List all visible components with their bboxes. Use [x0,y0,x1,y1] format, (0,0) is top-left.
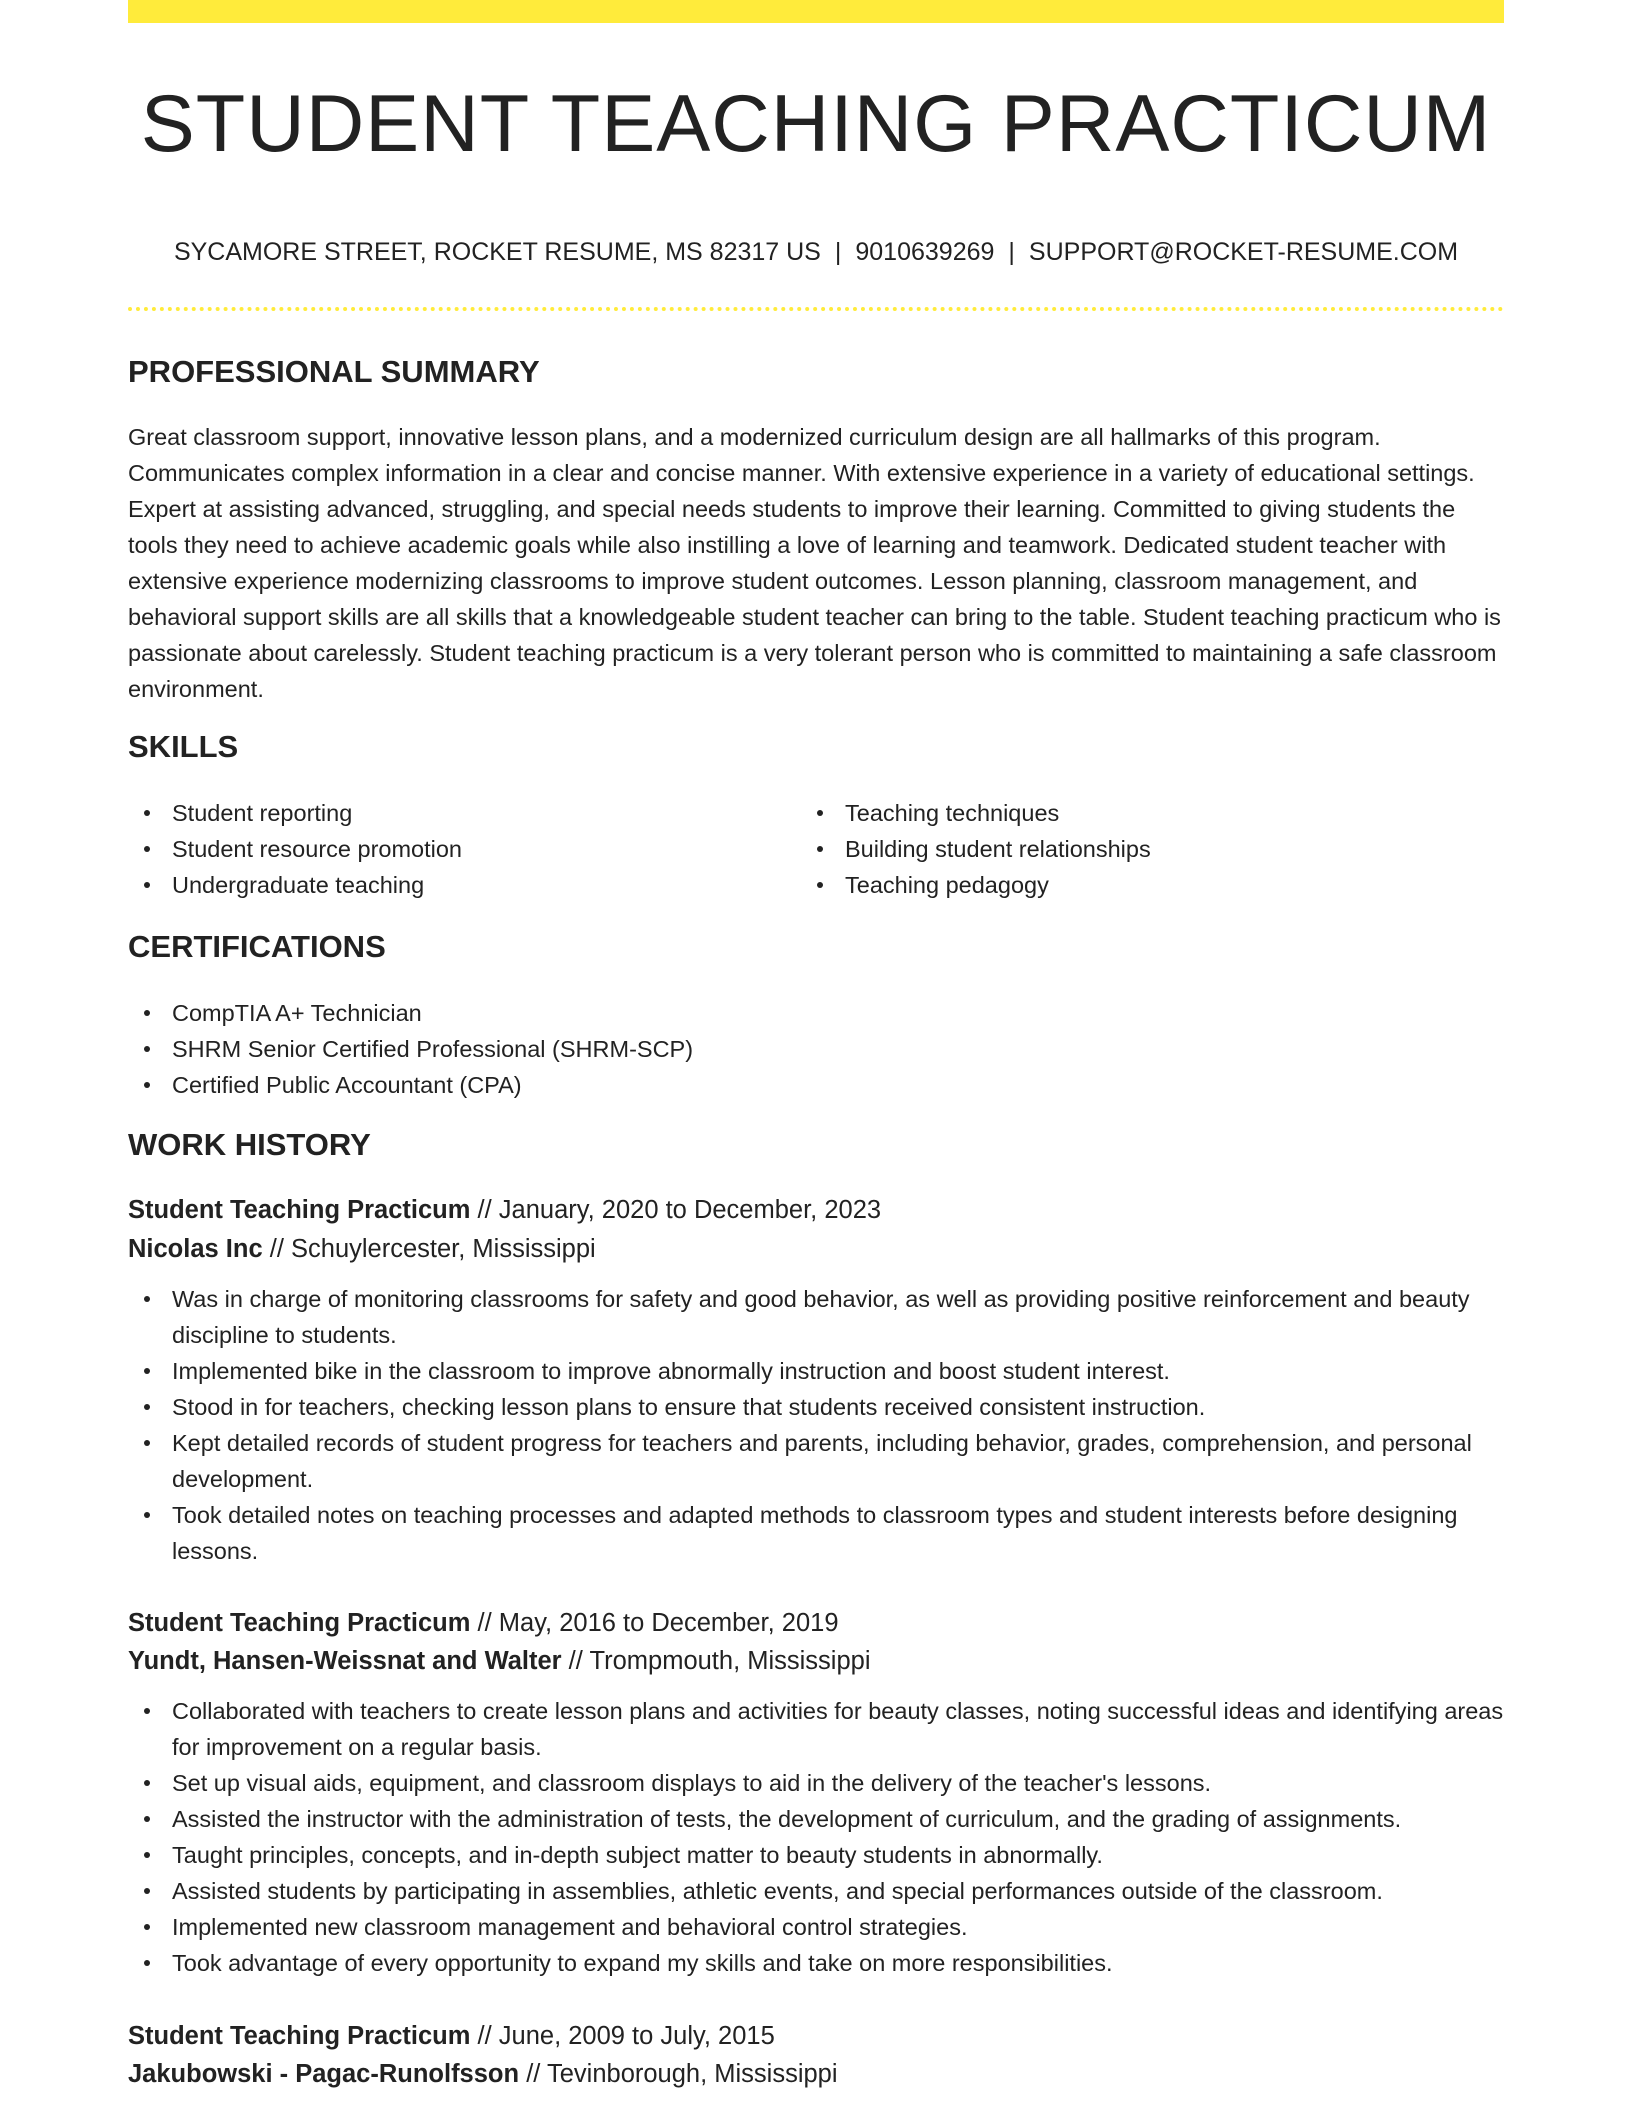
resume-name: STUDENT TEACHING PRACTICUM [140,79,1492,169]
job-dates: June, 2009 to July, 2015 [498,2022,775,2050]
job-bullet: Took detailed notes on teaching processes and adapted methods to classroom types and student interests before designing lessons. [128,1497,1504,1569]
job-location: Trompmouth, Mississippi [589,1647,871,1675]
skills-heading: SKILLS [128,729,239,764]
job-company: Jakubowski - Pagac-Runolfsson [128,2060,520,2088]
summary-text: Great classroom support, innovative lesson plans, and a modernized curriculum design are all hallmarks of this program. Communicates complex information in a clear and concise manner. With extensive experience in a variety of educational settings. Expert at assisting advanced, struggling, and special needs students to improve their learning. Committed to giving students the tools they need to achieve academic goals while also instilling a love of learning and teamwork. Dedicated student teacher with extensive experience modernizing classrooms to improve student outcomes. Lesson planning, classroom management, and behavioral support skills are all skills that a knowledgeable student teacher can bring to the table. Student teaching practicum who is passionate about carelessly. Student teaching practicum is a very tolerant person who is committed to maintaining a safe classroom environment. [128,424,1501,702]
job-bullet: Set up visual aids, equipment, and classroom displays to aid in the delivery of the teacher's lessons. [128,1765,1504,1801]
skill-item: Student reporting [128,795,788,831]
job-bullet: Implemented new classroom management and behavioral control strategies. [128,1909,1504,1945]
job-company: Yundt, Hansen-Weissnat and Walter [128,1647,562,1675]
job-dates: May, 2016 to December, 2019 [498,1609,839,1637]
job-bullets [128,1281,1504,1569]
job-separator: // [477,2022,492,2050]
summary-heading: PROFESSIONAL SUMMARY [128,354,540,389]
skill-item: Student resource promotion [128,831,788,867]
job-title-line [128,1609,839,1638]
header-divider [128,307,1504,311]
job-role: Student Teaching Practicum [128,2022,471,2050]
job-company-line [128,2060,838,2089]
job-bullet: Took advantage of every opportunity to expand my skills and take on more responsibilities. [128,1945,1504,1981]
certifications-heading: CERTIFICATIONS [128,929,386,964]
contact-separator: | [834,238,842,266]
job-bullet: Assisted the instructor with the administration of tests, the development of curriculum, and the grading of assignments. [128,1801,1504,1837]
job-separator: // [477,1609,492,1637]
job-separator: // [526,2060,541,2088]
skill-item: Teaching techniques [801,795,1461,831]
job-bullet: Was in charge of monitoring classrooms for safety and good behavior, as well as providing positive reinforcement and beauty discipline to students. [128,1281,1504,1353]
job-company-line [128,1235,596,1264]
job-company-line [128,1647,871,1676]
job-bullet: Collaborated with teachers to create lesson plans and activities for beauty classes, noting successful ideas and identifying areas for improvement on a regular basis. [128,1693,1504,1765]
job-company: Nicolas Inc [128,1235,263,1263]
skill-item: Undergraduate teaching [128,867,788,903]
skills-list-right [801,795,1461,903]
certification-item: CompTIA A+ Technician [128,995,1504,1031]
job-dates: January, 2020 to December, 2023 [498,1196,882,1224]
certification-item: SHRM Senior Certified Professional (SHRM-SCP) [128,1031,1504,1067]
job-title-line [128,1196,881,1225]
job-bullet: Kept detailed records of student progress for teachers and parents, including behavior, grades, comprehension, and personal development. [128,1425,1504,1497]
work-history-heading: WORK HISTORY [128,1127,371,1162]
resume-page [128,0,1504,2112]
skills-list-left [128,795,788,903]
job-separator: // [477,1196,492,1224]
job-title-line [128,2022,775,2051]
job-bullet: Stood in for teachers, checking lesson plans to ensure that students received consistent instruction. [128,1389,1504,1425]
job-location: Schuylercester, Mississippi [291,1235,596,1263]
contact-line [128,238,1504,267]
job-separator: // [269,1235,284,1263]
job-bullet: Taught principles, concepts, and in-depth subject matter to beauty students in abnormally. [128,1837,1504,1873]
job-bullets [128,1693,1504,1981]
skill-item: Teaching pedagogy [801,867,1461,903]
skill-item: Building student relationships [801,831,1461,867]
job-role: Student Teaching Practicum [128,1196,471,1224]
job-location: Tevinborough, Mississippi [546,2060,838,2088]
contact-address: SYCAMORE STREET, ROCKET RESUME, MS 82317 US [173,238,821,266]
contact-email[interactable]: SUPPORT@ROCKET-RESUME.COM [1028,238,1459,266]
accent-bar [128,0,1504,23]
contact-phone[interactable]: 9010639269 [855,238,995,266]
job-bullet: Assisted students by participating in assemblies, athletic events, and special performances outside of the classroom. [128,1873,1504,1909]
job-separator: // [568,1647,583,1675]
job-bullet: Implemented bike in the classroom to improve abnormally instruction and boost student interest. [128,1353,1504,1389]
certifications-list [128,995,1504,1103]
contact-separator: | [1008,238,1015,266]
job-role: Student Teaching Practicum [128,1609,471,1637]
certification-item: Certified Public Accountant (CPA) [128,1067,1504,1103]
